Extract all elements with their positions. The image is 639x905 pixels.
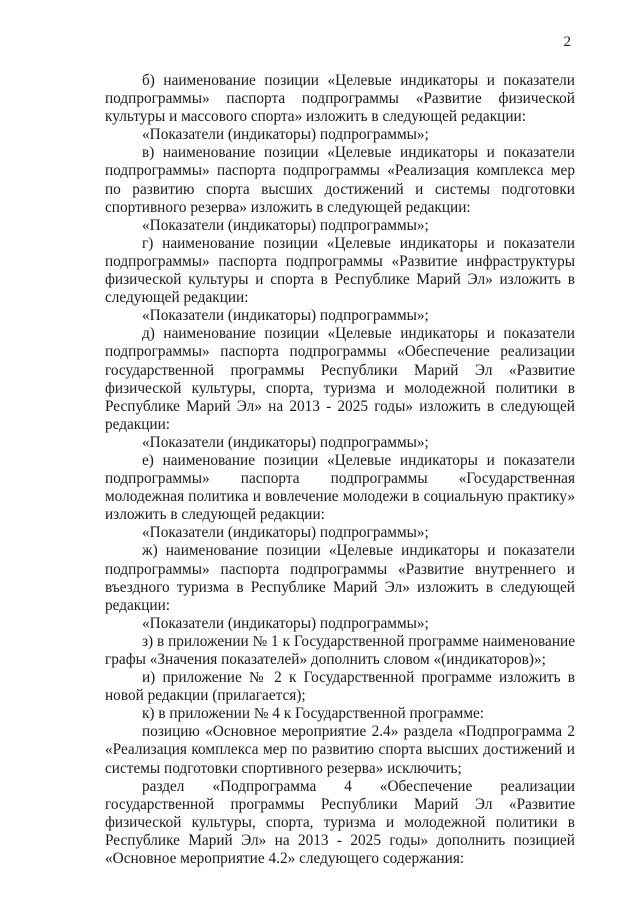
paragraph-k-amendment: к) в приложении № 4 к Государственной программе:: [142, 705, 485, 723]
paragraph-new-wording: «Показатели (индикаторы) подпрограммы»;: [142, 524, 429, 542]
paragraph-i-amendment: и) приложение № 2 к Государственной программе изложить в новой редакции (прилагается);: [105, 669, 575, 705]
paragraph-new-wording: «Показатели (индикаторы) подпрограммы»;: [142, 307, 429, 325]
paragraph-new-wording: «Показатели (индикаторы) подпрограммы»;: [142, 433, 429, 451]
paragraph-new-wording: «Показатели (индикаторы) подпрограммы»;: [142, 614, 429, 632]
paragraph-exclude-position: позицию «Основное мероприятие 2.4» раздела «Подпрограмма 2 «Реализация комплекса мер по развитию спорта высших достижений и системы подготовки спортивного резерва» исключить;: [105, 723, 575, 777]
paragraph-g-amendment: г) наименование позиции «Целевые индикаторы и показатели подпрограммы» паспорта подпрограммы «Развитие инфраструктуры физической культуры и спорта в Республике Марий Эл» изложить в следующей редакции:: [105, 234, 575, 307]
document-body: [105, 72, 575, 868]
paragraph-new-wording: «Показатели (индикаторы) подпрограммы»;: [142, 126, 429, 144]
paragraph-zh-amendment: ж) наименование позиции «Целевые индикаторы и показатели подпрограммы» паспорта подпрограммы «Развитие внутреннего и въездного туризма в Республике Марий Эл» изложить в следующей редакции:: [105, 542, 575, 614]
paragraph-b-amendment: б) наименование позиции «Целевые индикаторы и показатели подпрограммы» паспорта подпрограммы «Развитие физической культуры и массового спорта» изложить в следующей редакции:: [105, 72, 575, 126]
paragraph-d-amendment: д) наименование позиции «Целевые индикаторы и показатели подпрограммы» паспорта подпрограммы «Обеспечение реализации государственной программы Республики Марий Эл «Развитие физической культуры, спорта, туризма и молодежной политики в Республике Марий Эл» на 2013 - 2025 годы» изложить в следующей редакции:: [105, 325, 575, 433]
paragraph-e-amendment: е) наименование позиции «Целевые индикаторы и показатели подпрограммы» паспорта подпрограммы «Государственная молодежная политика и вовлечение молодежи в социальную практику» изложить в следующей редакции:: [105, 451, 575, 524]
page-number: 2: [563, 34, 571, 50]
paragraph-v-amendment: в) наименование позиции «Целевые индикаторы и показатели подпрограммы» паспорта подпрограммы «Реализация комплекса мер по развитию спорта высших достижений и системы подготовки спортивного резерва» изложить в следующей редакции:: [105, 144, 575, 216]
paragraph-add-position: раздел «Подпрограмма 4 «Обеспечение реализации государственной программы Республики Марий Эл «Развитие физической культуры, спорта, туризма и молодежной политики в Республике Марий Эл» на 2013 - 2025 годы» дополнить позицией «Основное мероприятие 4.2» следующего содержания:: [105, 777, 575, 868]
paragraph-z-amendment: з) в приложении № 1 к Государственной программе наименование графы «Значения показателей» дополнить словом «(индикаторов)»;: [105, 632, 575, 668]
paragraph-new-wording: «Показатели (индикаторы) подпрограммы»;: [142, 216, 429, 234]
